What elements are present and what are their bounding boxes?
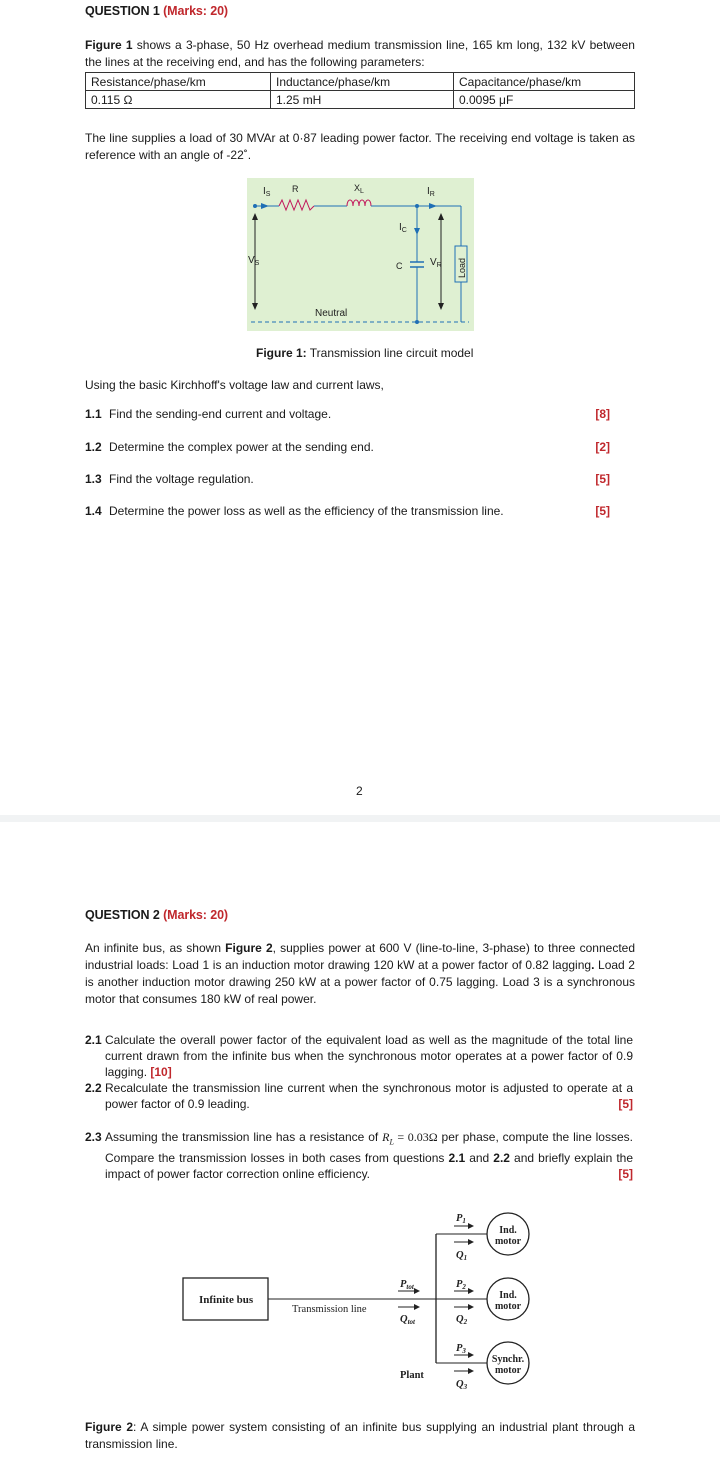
intro-text: shows a 3-phase, 50 Hz overhead medium transmission line, 165 km long, 132 kV between the lines at the receiving end, and has the following parameters: bbox=[85, 38, 635, 69]
question-number: 1.4 bbox=[85, 504, 102, 518]
resistance-formula: $R_L = 0.03\Omega$ bbox=[382, 1130, 438, 1147]
p3-label: P3 bbox=[456, 1343, 466, 1355]
question-marks: [5] bbox=[618, 1167, 633, 1182]
question-1-label: QUESTION 1 bbox=[85, 4, 160, 18]
p2-label: P2 bbox=[456, 1279, 466, 1291]
question-1-2 bbox=[85, 440, 610, 454]
q1-arrowhead bbox=[468, 1239, 474, 1245]
q3-label: Q3 bbox=[456, 1379, 468, 1391]
p2-arrowhead bbox=[468, 1288, 474, 1294]
plant-label: Plant bbox=[400, 1370, 424, 1381]
q-tot-arrowhead bbox=[414, 1304, 420, 1310]
question-2-label: QUESTION 2 bbox=[85, 908, 160, 922]
q2-arrowhead bbox=[468, 1304, 474, 1310]
motor-2-label-line2: motor bbox=[494, 1301, 522, 1312]
load-description: The line supplies a load of 30 MVAr at 0·87 leading power factor. The receiving end voltage is taken as reference with an angle of -22˚. bbox=[85, 131, 635, 162]
table-header-cell: Inductance/phase/km bbox=[271, 73, 454, 91]
question-1-1 bbox=[85, 407, 610, 421]
page-2 bbox=[0, 822, 720, 1482]
motor-1-label-line1: Ind. bbox=[499, 1225, 517, 1236]
question-marks: [2] bbox=[595, 440, 610, 454]
table-cell: 0.115 Ω bbox=[86, 91, 271, 109]
question-marks: [5] bbox=[595, 472, 610, 486]
p-tot-label: Ptot bbox=[400, 1279, 414, 1291]
vs-label: $V_S$ bbox=[248, 255, 260, 267]
neutral-label: Neutral bbox=[315, 308, 348, 319]
question-2-title bbox=[85, 908, 228, 922]
question-text: Find the voltage regulation. bbox=[109, 472, 254, 486]
question-number: 1.2 bbox=[85, 440, 102, 454]
question-text: Determine the power loss as well as the efficiency of the transmission line. bbox=[109, 504, 504, 518]
question-marks: [5] bbox=[618, 1097, 633, 1111]
figure-1-reference: Figure 1 bbox=[85, 38, 133, 52]
r-label: R bbox=[292, 184, 299, 194]
motor-2-label-line1: Ind. bbox=[499, 1290, 517, 1301]
p3-arrowhead bbox=[468, 1352, 474, 1358]
question-2-1 bbox=[85, 1032, 635, 1080]
motor-3-label-line1: Synchr. bbox=[491, 1354, 525, 1365]
figure-1-caption-text: Transmission line circuit model bbox=[306, 346, 474, 360]
table-cell: 0.0095 μF bbox=[454, 91, 635, 109]
figure-1-caption-label: Figure 1: bbox=[256, 346, 307, 360]
question-text: Recalculate the transmission line current when the synchronous motor is adjusted to operate at a power factor of 0.9 leading. bbox=[105, 1081, 633, 1111]
figure-2-caption bbox=[85, 1419, 635, 1453]
q1-label: Q1 bbox=[456, 1250, 468, 1262]
infinite-bus-label: Infinite bus bbox=[199, 1294, 254, 1306]
p1-arrowhead bbox=[468, 1223, 474, 1229]
question-number: 2.1 bbox=[85, 1033, 102, 1047]
xl-label: $X_L$ bbox=[354, 183, 364, 195]
question-1-title bbox=[85, 4, 228, 18]
table-header-cell: Resistance/phase/km bbox=[86, 73, 271, 91]
figure-1-caption bbox=[256, 346, 473, 360]
question-marks: [8] bbox=[595, 407, 610, 421]
question-number: 1.3 bbox=[85, 472, 102, 486]
q2-label: Q2 bbox=[456, 1314, 468, 1326]
ir-label: $I_R$ bbox=[427, 186, 435, 198]
vr-label: $V_R$ bbox=[430, 257, 442, 269]
figure-2-caption-text: : A simple power system consisting of an infinite bus supplying an industrial plant through a transmission line. bbox=[85, 1420, 635, 1451]
load-label: Load bbox=[457, 257, 467, 278]
question-number: 2.3 bbox=[85, 1130, 102, 1144]
question-marks: [5] bbox=[595, 504, 610, 518]
question-2-2 bbox=[85, 1080, 635, 1112]
question-text: Calculate the overall power factor of the equivalent load as well as the magnitude of the total line current drawn from the infinite bus when the synchronous motor operates at a power factor of 0.9 lagging. bbox=[105, 1033, 633, 1079]
kirchhoff-instruction: Using the basic Kirchhoff's voltage law and current laws, bbox=[85, 378, 384, 392]
question-2-marks: (Marks: 20) bbox=[163, 908, 228, 922]
figure-2-reference: Figure 2 bbox=[225, 941, 273, 955]
ic-label: $I_C$ bbox=[399, 222, 407, 234]
question-text: Determine the complex power at the sending end. bbox=[109, 440, 374, 454]
question-number: 2.2 bbox=[85, 1081, 102, 1095]
question-marks: [10] bbox=[150, 1065, 172, 1079]
c-label: C bbox=[396, 261, 403, 271]
figure-1-circuit-diagram bbox=[247, 178, 474, 331]
figure-2-caption-label: Figure 2 bbox=[85, 1420, 134, 1434]
table-header-cell: Capacitance/phase/km bbox=[454, 73, 635, 91]
p-tot-arrowhead bbox=[414, 1288, 420, 1294]
node-left-top bbox=[253, 204, 257, 208]
question-1-marks: (Marks: 20) bbox=[163, 4, 228, 18]
is-label: $I_S$ bbox=[263, 186, 271, 198]
figure-2-power-system-diagram bbox=[180, 1208, 540, 1408]
question-1-4 bbox=[85, 504, 610, 518]
question-2-3: 2.3 Assuming the transmission line has a resistance of $R_L = 0.03\Omega$ per phase, compute the line losses. Compare the transmission losses in both cases from questions 2.1 and 2.2 and briefly explain the impact of power factor correction online efficiency. [5] bbox=[85, 1130, 633, 1182]
q-tot-label: Qtot bbox=[400, 1314, 415, 1326]
line-parameters-table bbox=[85, 72, 635, 109]
question-1-3 bbox=[85, 472, 610, 486]
question-2-intro: An infinite bus, as shown Figure 2, supplies power at 600 V (line-to-line, 3-phase) to three connected industrial loads: Load 1 is an induction motor drawing 120 kW at a power factor of 0.82 lagging. Load 2 is another induction motor drawing 250 kW at a power factor of 0.75 lagging. Load 3 is a synchronous motor that consumes 180 kW of real power. bbox=[85, 941, 635, 1006]
table-header-row bbox=[86, 73, 635, 91]
motor-3-label-line2: motor bbox=[494, 1365, 522, 1376]
table-cell: 1.25 mH bbox=[271, 91, 454, 109]
motor-1-label-line2: motor bbox=[494, 1236, 522, 1247]
q3-arrowhead bbox=[468, 1368, 474, 1374]
question-1-intro bbox=[85, 37, 635, 71]
question-number: 1.1 bbox=[85, 407, 102, 421]
transmission-line-label: Transmission line bbox=[292, 1304, 367, 1315]
p1-label: P1 bbox=[456, 1213, 466, 1225]
question-text: Find the sending-end current and voltage. bbox=[109, 407, 332, 421]
page-number: 2 bbox=[356, 784, 363, 798]
page-separator bbox=[0, 815, 720, 822]
table-row bbox=[86, 91, 635, 109]
